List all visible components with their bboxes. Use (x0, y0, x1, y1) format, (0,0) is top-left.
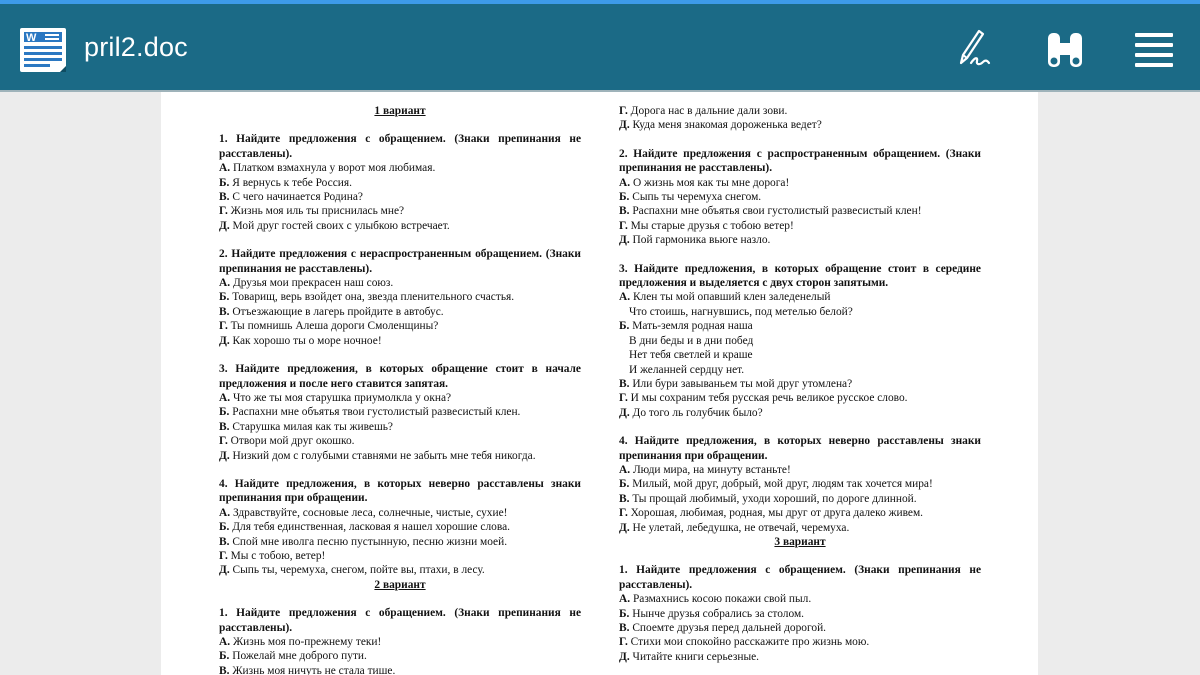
answer-line (619, 118, 981, 132)
answer-line (619, 477, 981, 491)
answer-text: Мы старые друзья с тобою ветер! (630, 219, 794, 232)
find-button[interactable] (1041, 26, 1089, 74)
answer-letter: А. (219, 506, 231, 519)
answer-letter: В. (219, 420, 230, 433)
answer-text: Ты помнишь Алеша дороги Смоленщины? (230, 320, 439, 333)
answer-letter: Б. (219, 650, 230, 663)
pen-edit-icon (949, 27, 995, 73)
answer-letter: А. (619, 463, 631, 476)
poem-line: Что стоишь, нагнувшись, под метелью белой? (629, 305, 853, 318)
answer-text: Споемте друзья перед дальней дорогой. (632, 622, 827, 634)
answer-line (219, 176, 581, 190)
answer-text: Читайте книги серьезные. (632, 650, 760, 663)
answer-line (619, 104, 981, 118)
answer-text: Дорога нас в дальние дали зови. (630, 105, 788, 117)
document-page[interactable] (161, 92, 1038, 675)
answer-letter: Д. (619, 521, 630, 534)
answer-text: Или бури завываньем ты мой друг утомлена? (632, 377, 853, 390)
poem-line: Нет тебя светлей и краше (629, 349, 753, 362)
answer-text: Старушка милая как ты живешь? (232, 420, 393, 433)
answer-line (619, 463, 981, 477)
answer-line (619, 176, 981, 190)
answer-line (219, 506, 581, 520)
answer-line (219, 161, 581, 175)
answer-line (219, 405, 581, 419)
answer-letter: А. (219, 162, 231, 175)
answer-letter: Г. (619, 392, 628, 405)
answer-letter: Б. (219, 521, 230, 534)
answer-text: Здравствуйте, сосновые леса, солнечные, чистые, сухие! (232, 506, 508, 519)
answer-text: Что же ты моя старушка приумолкла у окна? (232, 391, 452, 404)
answer-line (619, 592, 981, 606)
answer-line (619, 290, 981, 304)
answer-line (619, 506, 981, 520)
answer-text: Платком взмахнула у ворот моя любимая. (232, 162, 436, 175)
answer-line (219, 420, 581, 434)
answer-text: Жизнь моя ничуть не стала тише. (232, 664, 396, 675)
answer-line (219, 290, 581, 304)
binoculars-find-icon (1042, 27, 1088, 73)
answer-letter: А. (619, 291, 631, 304)
hamburger-menu-icon (1131, 27, 1177, 73)
answer-letter: Д. (619, 119, 630, 132)
answer-text: Куда меня знакомая дороженька ведет? (632, 119, 822, 132)
answer-text: Нынче друзья собрались за столом. (632, 607, 804, 620)
answer-text: Как хорошо ты о море ночное! (232, 334, 382, 347)
poem-line: В дни беды и в дни побед (629, 334, 754, 347)
task-3-question: 3. Найдите предложения, в которых обращение стоит в начале предложения и после него ставится запятая. (219, 363, 581, 390)
answer-letter: А. (619, 593, 631, 606)
answer-text: До того ль голубчик было? (632, 406, 763, 419)
answer-letter: Г. (619, 219, 628, 232)
answer-line (619, 492, 981, 506)
answer-line (219, 219, 581, 233)
task-2-question: 2. Найдите предложения с нераспространенным обращением. (Знаки препинания не расставлены). (219, 248, 581, 275)
answer-line (619, 391, 981, 405)
poem-line: И желанней сердцу нет. (629, 363, 745, 376)
answer-text: Отвори мой друг окошко. (230, 435, 355, 448)
answer-letter: Д. (219, 564, 230, 577)
answer-text: Товарищ, верь взойдет она, звезда пленительного счастья. (232, 291, 515, 304)
answer-letter: Г. (219, 549, 228, 562)
answer-line (219, 204, 581, 218)
answer-text: Стихи мои спокойно расскажите про жизнь мою. (630, 636, 870, 649)
answer-line (219, 391, 581, 405)
answer-letter: А. (219, 277, 231, 290)
answer-letter: Д. (619, 406, 630, 419)
answer-letter: Д. (619, 234, 630, 247)
answer-letter: Д. (219, 219, 230, 232)
answer-letter: Д. (219, 334, 230, 347)
answer-line (619, 521, 981, 535)
answer-line (219, 535, 581, 549)
answer-text: Пой гармоника вьюге назло. (632, 234, 771, 247)
answer-letter: Г. (619, 636, 628, 649)
answer-text: Милый, мой друг, добрый, мой друг, людям так хочется мира! (632, 478, 933, 491)
answer-letter: Б. (619, 320, 630, 333)
answer-text: Не улетай, лебедушка, не отвечай, черемуха. (632, 521, 850, 534)
answer-letter: Б. (219, 406, 230, 419)
answer-letter: Г. (219, 320, 228, 333)
task-1-question: 1. Найдите предложения с обращением. (Знаки препинания не расставлены). (219, 607, 581, 634)
answer-text: Жизнь моя по-прежнему теки! (232, 636, 382, 648)
answer-letter: Б. (619, 191, 630, 204)
answer-line (619, 635, 981, 649)
answer-letter: В. (619, 622, 630, 634)
answer-text: Распахни мне объятья твои густолистый развесистый клен. (232, 406, 521, 419)
answer-text: Я вернусь к тебе Россия. (232, 176, 352, 189)
answer-text: Мать-земля родная наша (632, 320, 753, 333)
answer-line (219, 635, 581, 649)
answer-line (219, 649, 581, 663)
answer-letter: Г. (219, 435, 228, 448)
answer-text: Друзья мои прекрасен наш союз. (232, 277, 394, 290)
answer-line (619, 650, 981, 664)
answer-letter: Д. (619, 650, 630, 663)
answer-line (619, 204, 981, 218)
answer-text: Низкий дом с голубыми ставнями не забыть мне тебя никогда. (232, 449, 536, 462)
answer-line (619, 607, 981, 621)
answer-text: Пожелай мне доброго пути. (232, 650, 367, 663)
answer-line (219, 563, 581, 577)
answer-text: Спой мне иволга песню пустынную, песню жизни моей. (232, 535, 508, 548)
answer-line (619, 621, 981, 635)
variant-1-heading: 1 вариант (374, 105, 426, 117)
answer-letter: В. (219, 535, 230, 548)
answer-letter: Б. (619, 607, 630, 620)
edit-button[interactable] (948, 26, 996, 74)
answer-letter: В. (619, 205, 630, 218)
answer-text: Сыпь ты, черемуха, снегом, пойте вы, птахи, в лесу. (232, 564, 485, 577)
answer-letter: Г. (619, 507, 628, 520)
answer-letter: Г. (619, 105, 628, 117)
answer-text: Распахни мне объятья свои густолистый развесистый клен! (632, 205, 922, 218)
answer-letter: А. (219, 391, 231, 404)
answer-line (619, 319, 981, 333)
variant-2-heading: 2 вариант (374, 578, 426, 591)
word-document-icon[interactable] (20, 28, 66, 72)
answer-text: Люди мира, на минуту встаньте! (632, 463, 791, 476)
task-2-question: 2. Найдите предложения с распространенным обращением. (Знаки препинания не расставлены). (619, 147, 981, 175)
answer-letter: Б. (219, 291, 230, 304)
answer-text: Клен ты мой опавший клен заледенелый (632, 291, 831, 304)
answer-line (619, 406, 981, 420)
answer-line (619, 219, 981, 233)
answer-line (219, 190, 581, 204)
app-bar (0, 4, 1200, 90)
answer-text: Размахнись косою покажи свой пыл. (632, 593, 812, 606)
answer-line (219, 449, 581, 463)
document-column-left (219, 104, 581, 675)
document-column-right (619, 104, 981, 664)
answer-letter: В. (619, 377, 630, 390)
task-1-question: 1. Найдите предложения с обращением. (Знаки препинания не расставлены). (219, 133, 581, 160)
answer-letter: Г. (219, 205, 228, 218)
svg-text:W: W (26, 32, 37, 44)
answer-line (219, 549, 581, 563)
task-4-question: 4. Найдите предложения, в которых неверно расставлены знаки препинания при обращении. (619, 435, 981, 462)
answer-text: Мы с тобою, ветер! (230, 549, 326, 562)
menu-button[interactable] (1130, 26, 1178, 74)
answer-text: Мой друг гостей своих с улыбкою встречает. (232, 219, 450, 232)
document-title: pril2.doc (84, 32, 188, 62)
answer-letter: А. (619, 176, 631, 189)
answer-text: Для тебя единственная, ласковая я нашел хорошие слова. (232, 521, 510, 534)
answer-text: Отъезжающие в лагерь пройдите в автобус. (232, 305, 444, 318)
variant-3-heading: 3 вариант (774, 535, 826, 548)
answer-line (619, 190, 981, 204)
answer-letter: В. (219, 191, 230, 204)
answer-text: Хорошая, любимая, родная, мы друг от друга далеко живем. (630, 507, 923, 520)
answer-letter: В. (219, 664, 230, 675)
answer-text: Ты прощай любимый, уходи хороший, по дороге длинной. (632, 492, 917, 505)
answer-text: Жизнь моя иль ты приснилась мне? (230, 205, 405, 218)
answer-line (619, 377, 981, 391)
task-3-question: 3. Найдите предложения, в которых обращение стоит в середине предложения и выделяется с двух сторон запятыми. (619, 262, 981, 290)
answer-line (219, 319, 581, 333)
answer-line (219, 334, 581, 348)
answer-line (619, 233, 981, 247)
answer-line (219, 276, 581, 290)
answer-line (219, 434, 581, 448)
task-4-question: 4. Найдите предложения, в которых неверно расставлены знаки препинания при обращении. (219, 477, 581, 505)
answer-letter: Д. (219, 449, 230, 462)
task-1-question: 1. Найдите предложения с обращением. (Знаки препинания не расставлены). (619, 564, 981, 591)
answer-text: С чего начинается Родина? (232, 191, 363, 204)
answer-letter: Б. (619, 478, 630, 491)
answer-letter: А. (219, 636, 231, 648)
answer-text: И мы сохраним тебя русская речь великое русское слово. (630, 392, 908, 405)
answer-text: О жизнь моя как ты мне дорога! (632, 176, 790, 189)
answer-letter: В. (619, 492, 630, 505)
answer-line (219, 305, 581, 319)
answer-text: Сыпь ты черемуха снегом. (632, 191, 762, 204)
answer-letter: Б. (219, 176, 230, 189)
answer-letter: В. (219, 305, 230, 318)
answer-line (219, 520, 581, 534)
answer-line (219, 664, 581, 675)
